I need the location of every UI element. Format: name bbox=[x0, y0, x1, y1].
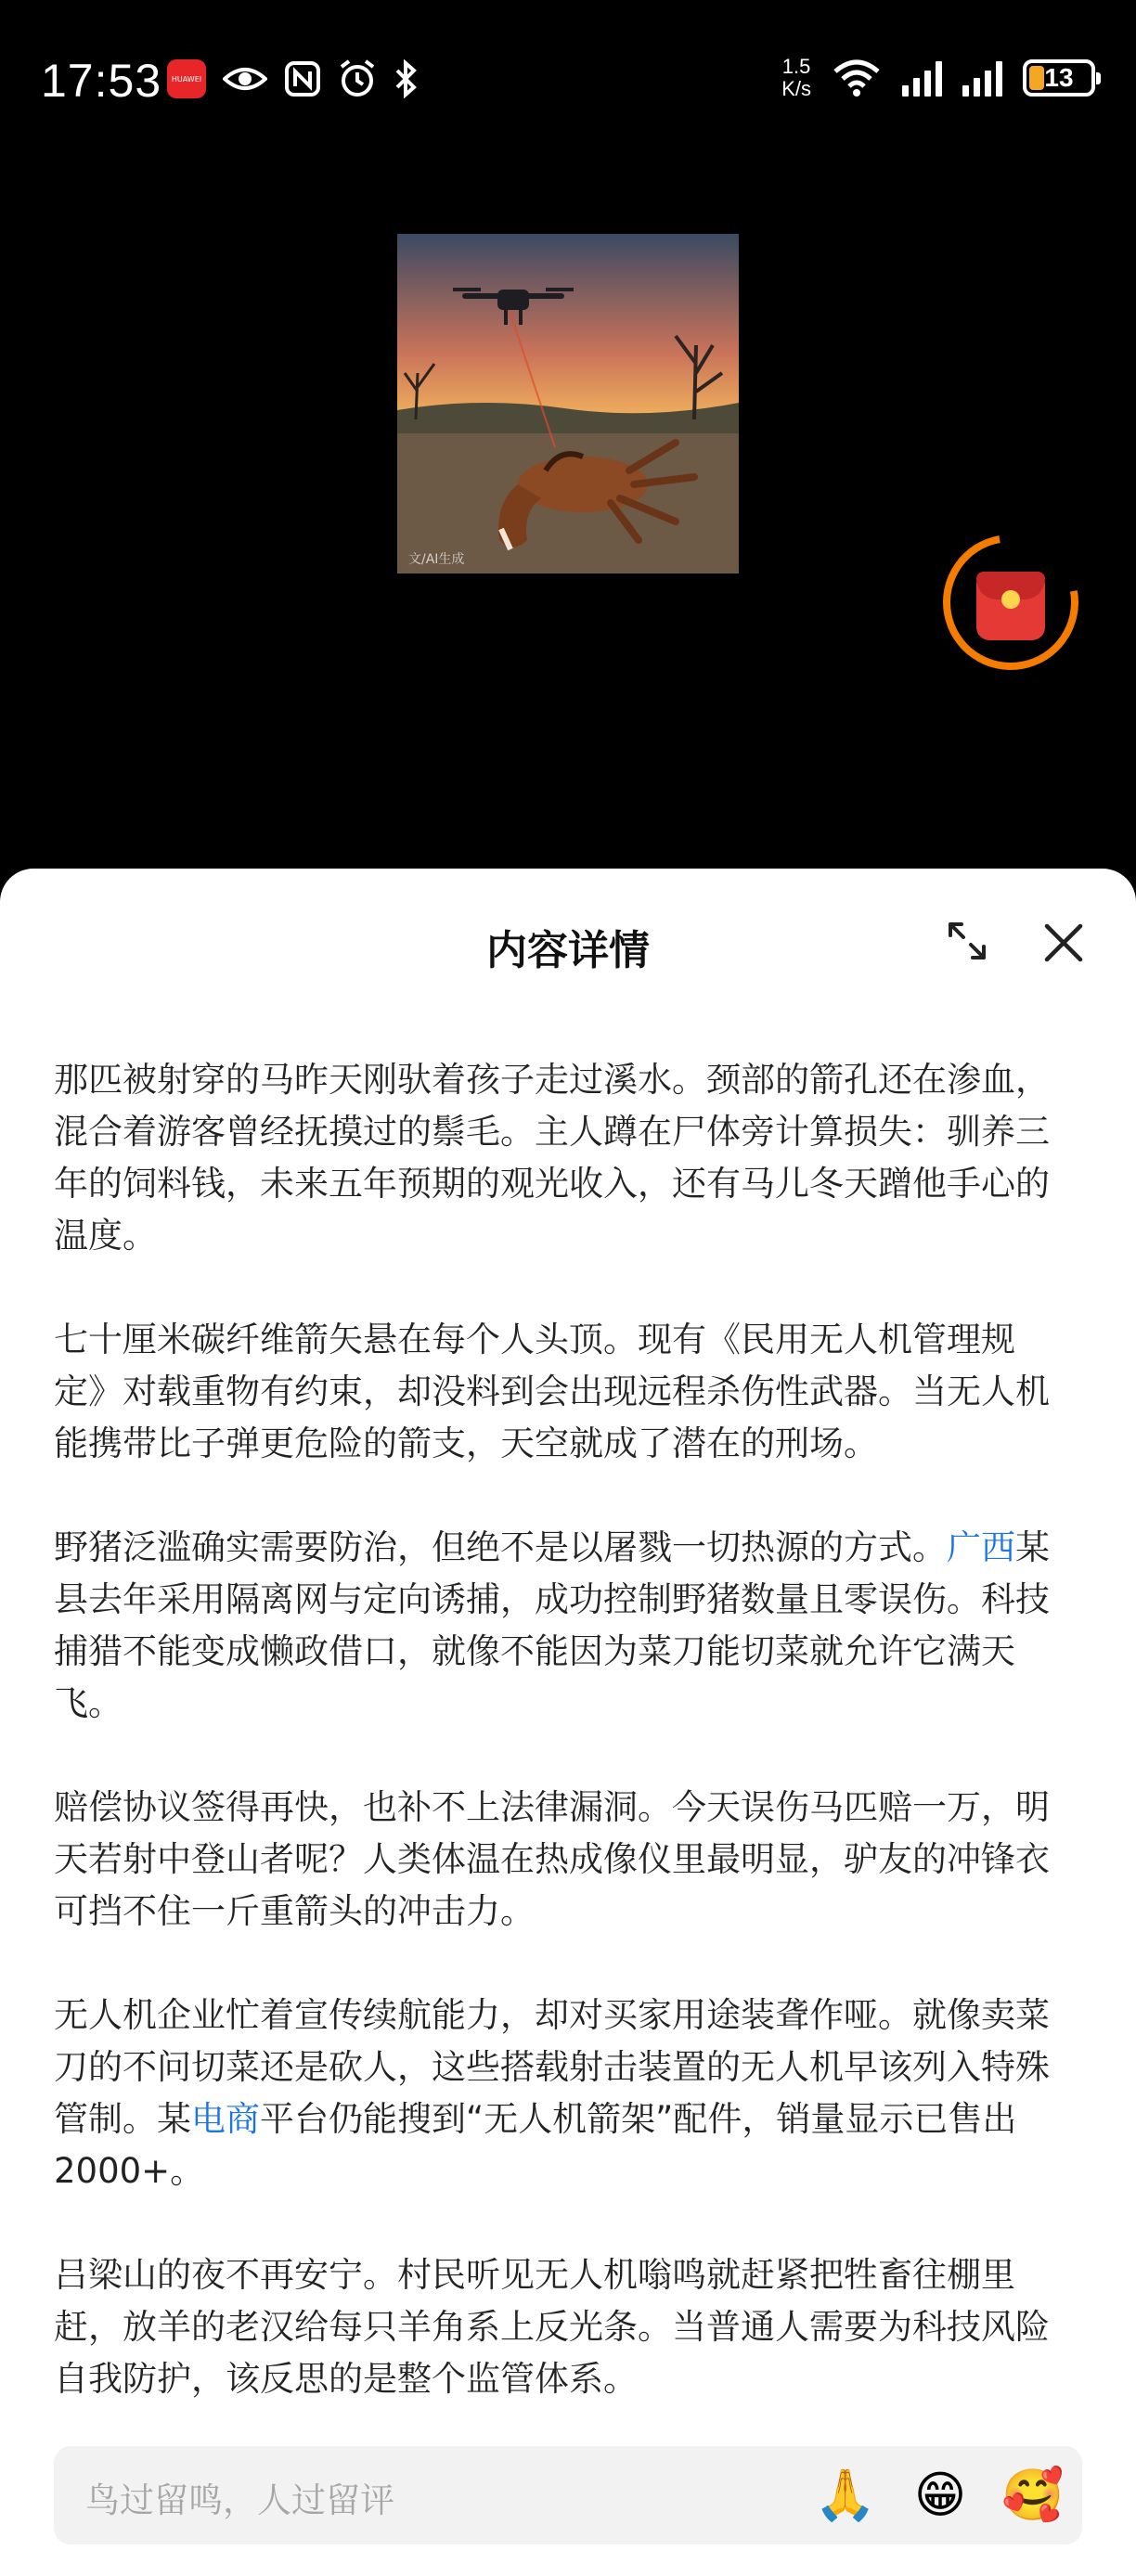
network-speed-unit: K/s bbox=[781, 77, 811, 100]
network-speed-value: 1.5 bbox=[781, 55, 811, 78]
ecommerce-link[interactable]: 电商 bbox=[191, 2099, 260, 2139]
sheet-header bbox=[0, 869, 1136, 1017]
article-image[interactable] bbox=[397, 234, 739, 573]
expand-icon[interactable] bbox=[943, 917, 991, 965]
status-bar bbox=[0, 0, 1136, 167]
article-body bbox=[54, 1054, 1056, 2457]
huawei-app-icon bbox=[167, 59, 206, 98]
content-detail-sheet bbox=[0, 869, 1136, 2576]
guangxi-link[interactable]: 广西 bbox=[947, 1527, 1015, 1567]
cell-signal-2-icon bbox=[962, 59, 1002, 97]
image-watermark: 文/AI生成 bbox=[408, 552, 465, 567]
wifi-icon bbox=[832, 58, 882, 97]
grin-emoji-icon[interactable]: 😁 bbox=[913, 2466, 967, 2524]
sheet-title: 内容详情 bbox=[486, 927, 650, 974]
network-speed bbox=[781, 56, 811, 100]
comment-placeholder: 鸟过留鸣，人过留评 bbox=[85, 2480, 394, 2520]
pray-emoji-icon[interactable]: 🙏 bbox=[814, 2466, 877, 2524]
love-emoji-icon[interactable]: 🥰 bbox=[1001, 2466, 1065, 2524]
bluetooth-icon bbox=[394, 59, 418, 98]
app-badge-label: HUAWEI bbox=[171, 74, 202, 84]
paragraph-3-text-a: 野猪泛滥确实需要防治，但绝不是以屠戮一切热源的方式。 bbox=[54, 1527, 947, 1567]
nfc-icon bbox=[284, 60, 321, 97]
paragraph-1: 那匹被射穿的马昨天刚驮着孩子走过溪水。颈部的箭孔还在渗血，混合着游客曾经抚摸过的鬃毛。主人蹲在尸体旁计算损失：驯养三年的饲料钱，未来五年预期的观光收入，还有马儿冬天蹭他手心的温度。 bbox=[54, 1060, 1050, 1256]
paragraph-5-text-a: 无人机企业忙着宣传续航能力，却对买家用途装聋作哑。就像卖菜刀的不问切菜还是砍人，这些搭载射击装置的无人机早该列入特殊管制。某 bbox=[54, 1995, 1050, 2139]
comment-input-bar[interactable] bbox=[54, 2446, 1082, 2544]
paragraph-4: 赔偿协议签得再快，也补不上法律漏洞。今天误伤马匹赔一万，明天若射中登山者呢？人类体温在热成像仪里最明显，驴友的冲锋衣可挡不住一斤重箭头的冲击力。 bbox=[54, 1787, 1050, 1931]
red-packet-icon bbox=[976, 572, 1045, 640]
battery-icon bbox=[1023, 59, 1095, 97]
paragraph-5 bbox=[54, 1990, 1056, 2197]
clock: 17:53 bbox=[41, 55, 162, 107]
battery-fill bbox=[1029, 66, 1044, 90]
cell-signal-1-icon bbox=[902, 59, 942, 97]
alarm-icon bbox=[338, 59, 377, 98]
paragraph-6: 吕梁山的夜不再安宁。村民听见无人机嗡鸣就赶紧把牲畜往棚里赶，放羊的老汉给每只羊角系上反光条。当普通人需要为科技风险自我防护，该反思的是整个监管体系。 bbox=[54, 2255, 1050, 2399]
paragraph-3 bbox=[54, 1522, 1056, 1730]
eye-icon bbox=[223, 60, 267, 97]
paragraph-3-text-b: 某县去年采用隔离网与定向诱捕，成功控制野猪数量且零误伤。科技捕猎不能变成懒政借口，就像不能因为菜刀能切菜就允许它满天飞。 bbox=[54, 1527, 1050, 1723]
status-icons-right bbox=[781, 56, 1095, 100]
battery-level: 13 bbox=[1044, 63, 1074, 92]
red-packet-button[interactable] bbox=[943, 535, 1078, 670]
paragraph-2: 七十厘米碳纤维箭矢悬在每个人头顶。现有《民用无人机管理规定》对载重物有约束，却没料到会出现远程杀伤性武器。当无人机能携带比子弹更危险的箭支，天空就成了潜在的刑场。 bbox=[54, 1320, 1050, 1463]
paragraph-5-text-b: 平台仍能搜到“无人机箭架”配件，销量显示已售出2000+。 bbox=[54, 2099, 1017, 2191]
status-icons-left bbox=[167, 59, 418, 98]
close-icon[interactable] bbox=[1038, 917, 1090, 969]
